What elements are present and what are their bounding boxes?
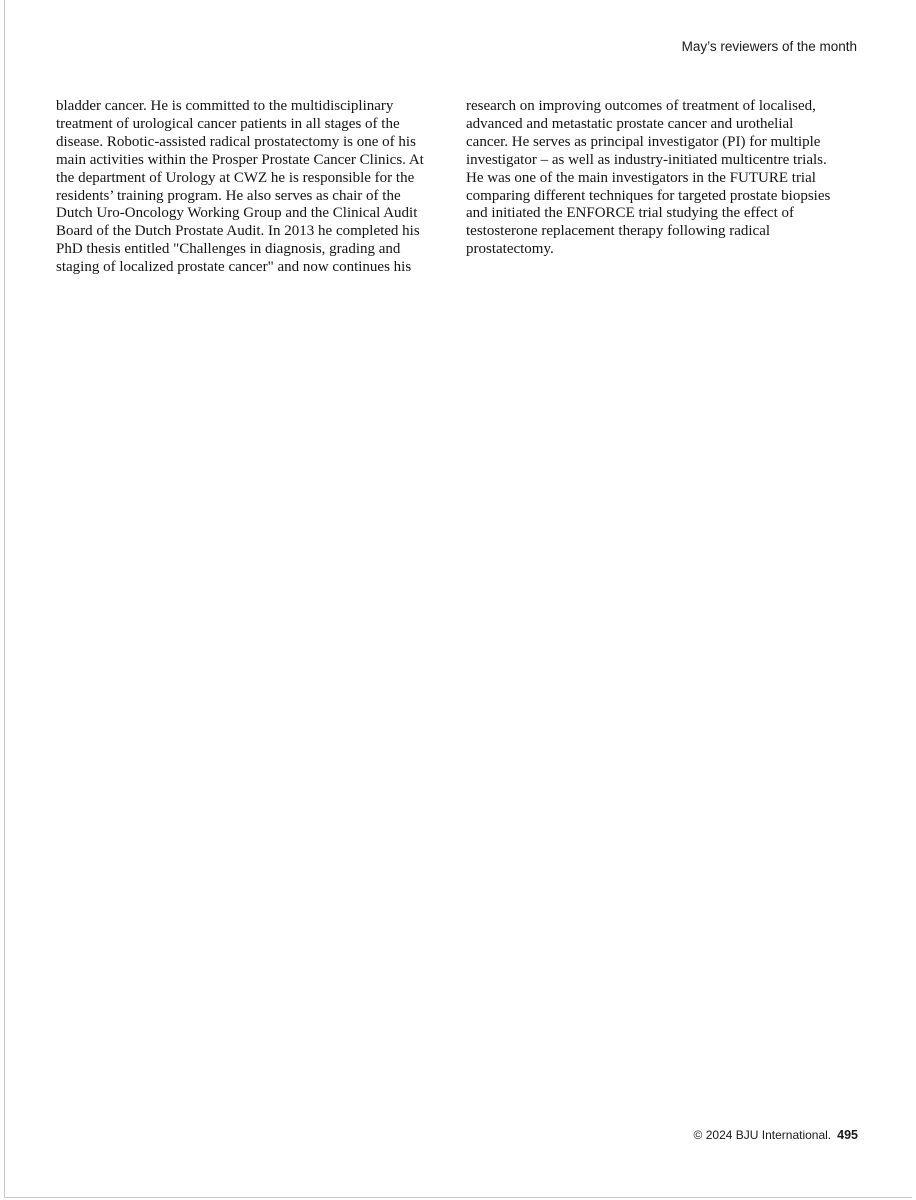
copyright-notice: © 2024 BJU International. bbox=[693, 1128, 832, 1142]
body-text-line: investigator – as well as industry-initiated multicentre trials. bbox=[466, 151, 827, 168]
body-text-line: research on improving outcomes of treatment of localised, bbox=[466, 98, 816, 114]
body-text-line: staging of localized prostate cancer" and now continues his bbox=[56, 259, 412, 276]
body-text-line: bladder cancer. He is committed to the multidisciplinary bbox=[56, 98, 394, 114]
text-column-left bbox=[56, 98, 448, 277]
page-footer bbox=[694, 1128, 858, 1142]
body-text-line: testosterone replacement therapy following radical bbox=[466, 223, 771, 240]
body-text-line: and initiated the ENFORCE trial studying the effect of bbox=[466, 205, 794, 222]
body-text-line: residents’ training program. He also serves as chair of the bbox=[56, 187, 401, 204]
body-text-line: cancer. He serves as principal investigator (PI) for multiple bbox=[466, 133, 821, 150]
page-number: 495 bbox=[837, 1128, 858, 1142]
text-column-right bbox=[466, 98, 858, 259]
running-header-title: May’s reviewers of the month bbox=[681, 39, 857, 54]
body-text-line: advanced and metastatic prostate cancer and urothelial bbox=[466, 115, 794, 132]
body-text-line: Dutch Uro-Oncology Working Group and the Clinical Audit bbox=[56, 205, 418, 222]
body-text-line: comparing different techniques for targeted prostate biopsies bbox=[466, 187, 831, 204]
body-text-line: the department of Urology at CWZ he is responsible for the bbox=[56, 169, 415, 186]
body-text-line: PhD thesis entitled "Challenges in diagnosis, grading and bbox=[56, 241, 401, 258]
body-text-line: disease. Robotic-assisted radical prostatectomy is one of his bbox=[56, 133, 416, 150]
body-text-line: treatment of urological cancer patients in all stages of the bbox=[56, 115, 400, 132]
body-text-line: He was one of the main investigators in the FUTURE trial bbox=[466, 169, 816, 186]
body-text-line: main activities within the Prosper Prostate Cancer Clinics. At bbox=[56, 151, 424, 168]
body-text-line: Board of the Dutch Prostate Audit. In 2013 he completed his bbox=[56, 223, 420, 240]
body-text-line: prostatectomy. bbox=[466, 241, 554, 258]
